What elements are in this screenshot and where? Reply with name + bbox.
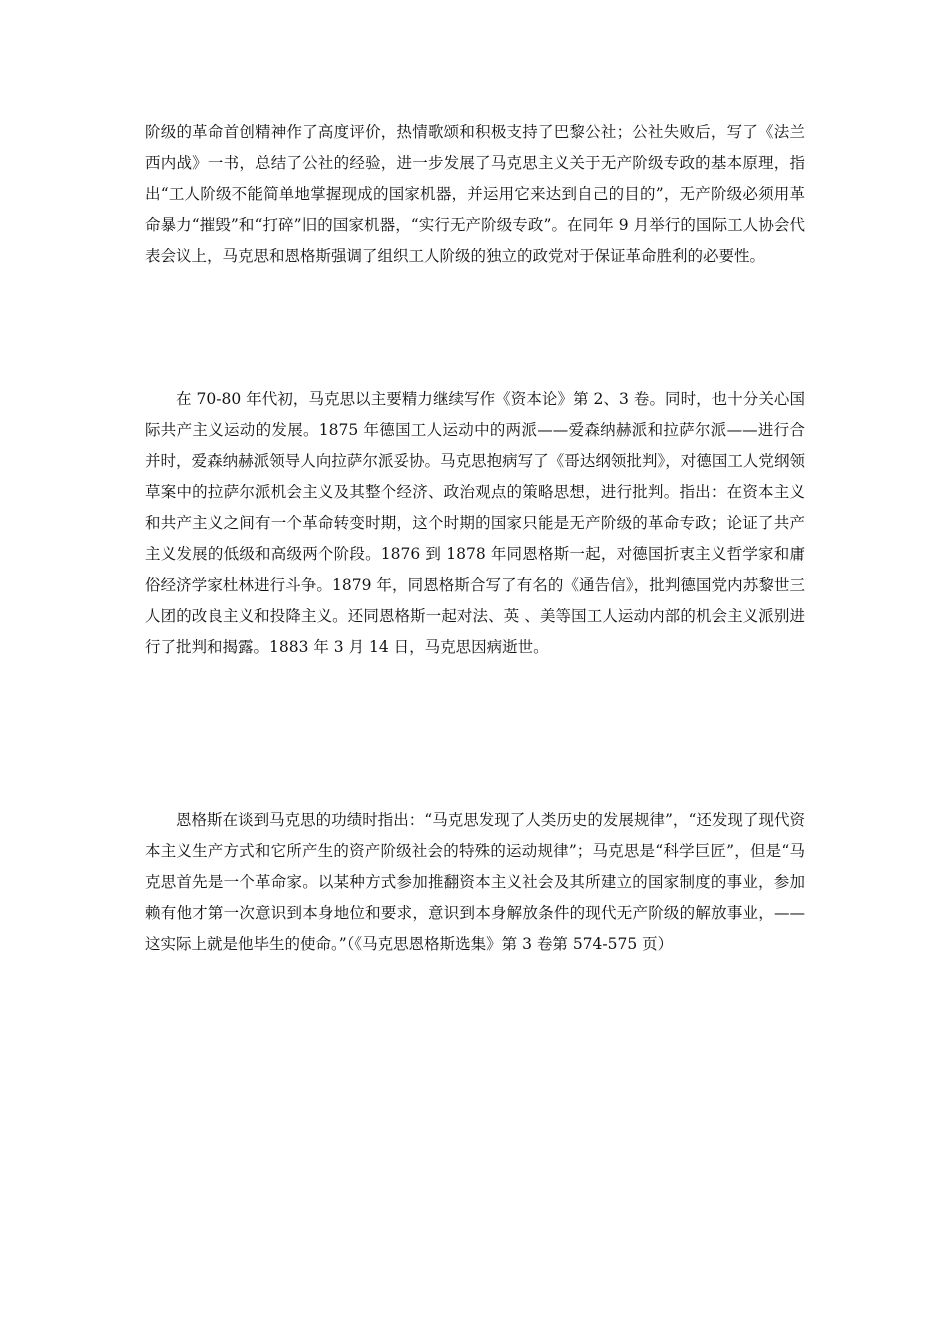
paragraph-paris-commune: 阶级的革命首创精神作了高度评价，热情歌颂和积极支持了巴黎公社；公社失败后，写了《法兰西内战》一书，总结了公社的经验，进一步发展了马克思主义关于无产阶级专政的基本原理，指出“工人阶级不能简单地掌握现成的国家机器，并运用它来达到自己的目的”，无产阶级必须用革命暴力“摧毁”和“打碎”旧的国家机器，“实行无产阶级专政”。在同年 9 月举行的国际工人协会代表会议上，马克思和恩格斯强调了组织工人阶级的独立的政党对于保证革命胜利的必要性。 xyxy=(145,123,805,265)
paragraph-engels-tribute: 恩格斯在谈到马克思的功绩时指出：“马克思发现了人类历史的发展规律”，“还发现了现代资本主义生产方式和它所产生的资产阶级社会的特殊的运动规律”；马克思是“科学巨匠”，但是“马克思首先是一个革命家。以某种方式参加推翻资本主义社会及其所建立的国家制度的事业，参加赖有他才第一次意识到本身地位和要求，意识到本身解放条件的现代无产阶级的解放事业，——这实际上就是他毕生的使命。”（《马克思恩格斯选集》第 3 卷第 574-575 页） xyxy=(145,811,805,953)
paragraph-later-years: 在 70-80 年代初，马克思以主要精力继续写作《资本论》第 2、3 卷。同时，也十分关心国际共产主义运动的发展。1875 年德国工人运动中的两派——爱森纳赫派和拉萨尔派——进行合并时，爱森纳赫派领导人向拉萨尔派妥协。马克思抱病写了《哥达纲领批判》，对德国工人党纲领草案中的拉萨尔派机会主义及其整个经济、政治观点的策略思想，进行批判。指出：在资本主义和共产主义之间有一个革命转变时期，这个时期的国家只能是无产阶级的革命专政；论证了共产主义发展的低级和高级两个阶段。1876 到 1878 年同恩格斯一起，对德国折衷主义哲学家和庸俗经济学家杜林进行斗争。1879 年，同恩格斯合写了有名的《通告信》，批判德国党内苏黎世三人团的改良主义和投降主义。还同恩格斯一起对法、英 、美等国工人运动内部的机会主义派别进行了批判和揭露。1883 年 3 月 14 日，马克思因病逝世。 xyxy=(145,390,805,656)
